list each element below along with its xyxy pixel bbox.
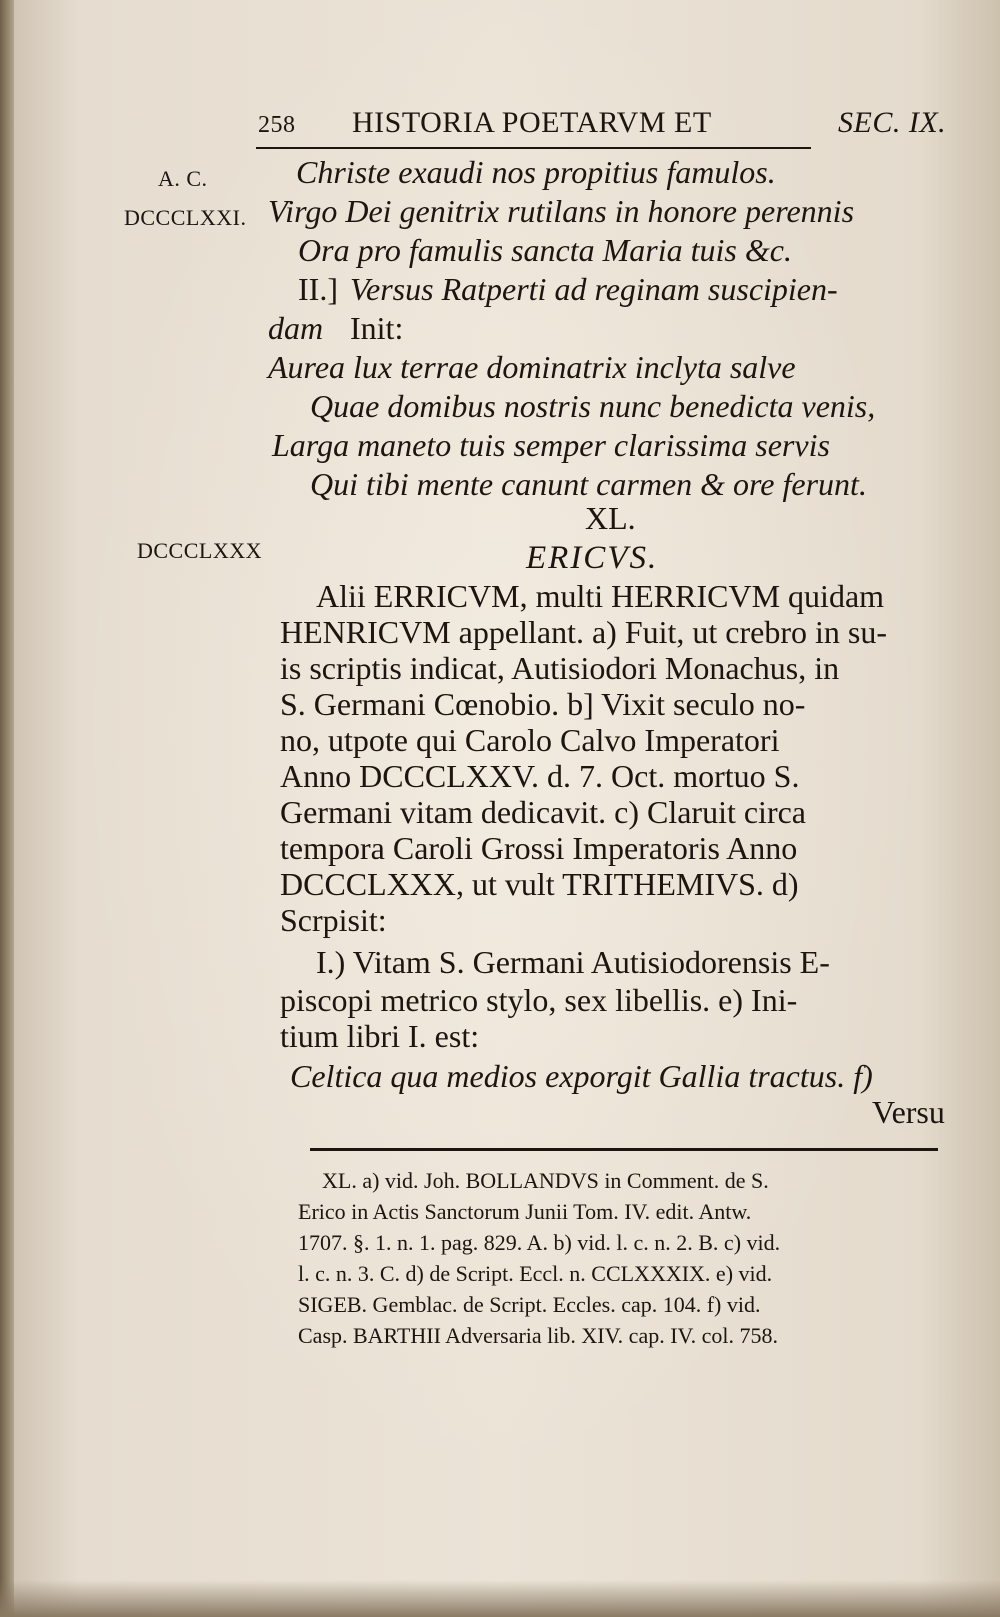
page-number: 258 xyxy=(258,112,296,138)
body-line: tempora Caroli Grossi Imperatoris Anno xyxy=(280,830,798,866)
body-line: is scriptis indicat, Autisiodori Monachus, in xyxy=(280,650,840,686)
verse-line: Qui tibi mente canunt carmen & ore ferunt. xyxy=(310,466,867,502)
catchword: Versu xyxy=(872,1094,945,1130)
margin-year-871: DCCCLXXI. xyxy=(124,205,247,230)
footnote-line: l. c. n. 3. C. d) de Script. Eccl. n. CCLXXXIX. e) vid. xyxy=(298,1261,773,1286)
verse-line: Quae domibus nostris nunc benedicta venis, xyxy=(310,388,876,424)
margin-ac: A. C. xyxy=(158,166,208,191)
item-init-label: Init: xyxy=(350,310,404,346)
body-line: Anno DCCCLXXV. d. 7. Oct. mortuo S. xyxy=(280,758,800,794)
verse-line: Virgo Dei genitrix rutilans in honore perennis xyxy=(268,193,855,229)
item-marker: II.] xyxy=(298,271,338,307)
footnote-line: SIGEB. Gemblac. de Script. Eccles. cap. 104. f) vid. xyxy=(298,1292,761,1317)
verse-line: Larga maneto tuis semper clarissima servis xyxy=(272,427,830,463)
footnote-line: Casp. BARTHII Adversaria lib. XIV. cap. IV. col. 758. xyxy=(298,1323,778,1348)
chapter-number: XL. xyxy=(585,500,636,536)
margin-year-880: DCCCLXXX xyxy=(137,538,263,563)
body-line: Germani vitam dedicavit. c) Claruit circa xyxy=(280,794,806,830)
body-line: Alii ERRICVM, multi HERRICVM quidam xyxy=(316,578,885,614)
header-rule xyxy=(256,147,811,149)
body-line: no, utpote qui Carolo Calvo Imperatori xyxy=(280,722,780,758)
body-line: tium libri I. est: xyxy=(280,1018,480,1054)
body-line: S. Germani Cœnobio. b] Vixit seculo no- xyxy=(280,686,806,722)
verse-quote: Celtica qua medios exporgit Gallia tractus. f) xyxy=(290,1058,873,1094)
footnote-line: 1707. §. 1. n. 1. pag. 829. A. b) vid. l. c. n. 2. B. c) vid. xyxy=(298,1230,781,1255)
verse-line: Christe exaudi nos propitius famulos. xyxy=(296,154,776,190)
running-title: HISTORIA POETARVM ET xyxy=(352,106,712,139)
item-text-continued: dam xyxy=(268,310,324,346)
item-text: Versus Ratperti ad reginam suscipien- xyxy=(350,271,838,307)
section-label: SEC. IX. xyxy=(838,106,947,139)
verse-line: Aurea lux terrae dominatrix inclyta salve xyxy=(268,349,796,385)
footnote-rule xyxy=(310,1148,938,1151)
page-bottom-shadow xyxy=(0,1580,1000,1617)
footnote-line: Erico in Actis Sanctorum Junii Tom. IV. edit. Antw. xyxy=(298,1199,752,1224)
body-line: HENRICVM appellant. a) Fuit, ut crebro in su- xyxy=(280,614,887,650)
verse-line: Ora pro famulis sancta Maria tuis &c. xyxy=(298,232,792,268)
body-line: DCCCLXXX, ut vult TRITHEMIVS. d) xyxy=(280,866,799,902)
body-line: Scrpisit: xyxy=(280,902,387,938)
footnote-line: XL. a) vid. Joh. BOLLANDVS in Comment. de S. xyxy=(322,1168,769,1193)
body-line: I.) Vitam S. Germani Autisiodorensis E- xyxy=(316,944,830,980)
body-line: piscopi metrico stylo, sex libellis. e) Ini- xyxy=(280,982,798,1018)
chapter-title: ERICVS. xyxy=(526,540,659,576)
page-edge-shadow xyxy=(0,0,14,1617)
